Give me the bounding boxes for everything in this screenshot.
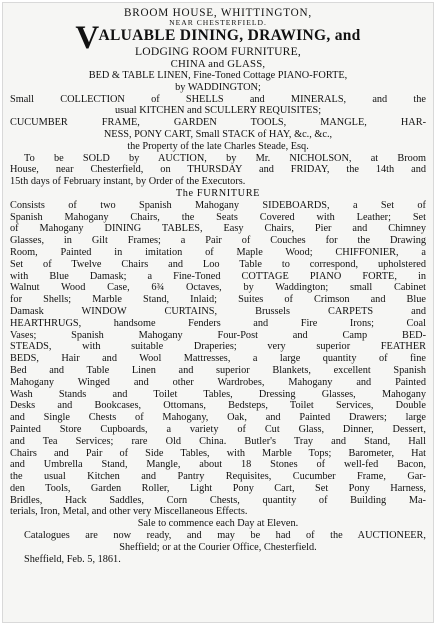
text-line: House, near Chesterfield, on THURSDAY and FRIDAY, the 14th and <box>10 164 426 176</box>
text-line: Small COLLECTION of SHELLS and MINERALS, and the <box>10 93 426 105</box>
text-line: and Umbrella Stand, Mangle, about 18 Stones of well-fed Bacon, <box>10 459 426 471</box>
text-line: HEARTHRUGS, handsome Fenders and Fire Irons; Coal <box>10 317 426 329</box>
text-line: Walnut Wood Case, 6¾ Octaves, by Waddington; small Cabinet <box>10 282 426 294</box>
text-line: by WADDINGTON; <box>175 81 261 93</box>
near-line: NEAR CHESTERFIELD. <box>169 18 267 27</box>
subtitle-2: CHINA and GLASS, <box>170 58 266 70</box>
text-line: Glasses, in Gilt Frames; a Pair of Couches for the Drawing <box>10 235 426 247</box>
text-line: for Shells; Marble Stand, Inlaid; Suites of Crimson and Blue <box>10 294 426 306</box>
text-line: Desks and Bookcases, Ottomans, Bedsteps, Toilet Services, Double <box>10 400 426 412</box>
text-line: NESS, PONY CART, Small STACK of HAY, &c., &c., <box>103 128 333 140</box>
text-line: CUCUMBER FRAME, GARDEN TOOLS, MANGLE, HAR- <box>10 117 426 129</box>
newspaper-advertisement <box>2 2 434 623</box>
text-line: Spanish Mahogany Chairs, the Seats Covered with Leather; Set <box>10 211 426 223</box>
text-line: den Tools, Garden Roller, Light Pony Cart, Set Pony Harness, <box>10 482 426 494</box>
text-line: STEADS, with suitable Draperies; very superior FEATHER <box>10 341 426 353</box>
text-line: terials, Iron, Metal, and other very Miscellaneous Effects. <box>10 506 248 518</box>
text-line: To be SOLD by AUCTION, by Mr. NICHOLSON, at Broom <box>24 152 426 164</box>
text-line: Chairs and Pair of Side Tables, with Marble Tops; Barometer, Hat <box>10 447 426 459</box>
section-heading: The FURNITURE <box>175 187 261 199</box>
location-heading: BROOM HOUSE, WHITTINGTON, <box>123 7 312 19</box>
dateline: Sheffield, Feb. 5, 1861. <box>24 553 121 565</box>
text-line: BED & TABLE LINEN, Fine-Toned Cottage PIANO-FORTE, <box>88 70 348 81</box>
text-line: 15th days of February instant, by Order of the Executors. <box>10 176 246 188</box>
text-line: Catalogues are now ready, and may be had of the AUCTIONEER, <box>24 530 426 542</box>
text-line: Room, Painted in imitation of Maple Wood; CHIFFONIER, a <box>10 246 426 258</box>
text-line: with Blue Damask; a Fine-Toned COTTAGE PIANO FORTE, in <box>10 270 426 282</box>
title-text: ALUABLE DINING, DRAWING, and <box>98 27 361 44</box>
text-line: Wash Stands and Toilet Tables, Dressing Glasses, Mahogany <box>10 388 426 400</box>
text-line: Damask WINDOW CURTAINS, Brussels CARPETS and <box>10 305 426 317</box>
text-line: Painted Store Cupboards, a variety of Cut Glass, Dinner, Dessert, <box>10 423 426 435</box>
text-line: Sheffield; or at the Courier Office, Chesterfield. <box>119 541 317 553</box>
text-line: Vases; Spanish Mahogany Four-Post and Camp BED- <box>10 329 426 341</box>
subtitle: LODGING ROOM FURNITURE, <box>135 45 301 58</box>
text-line: usual KITCHEN and SCULLERY REQUISITES; <box>114 105 322 117</box>
text-line: of Mahogany DINING TABLES, Easy Chairs, Pier and Chimney <box>10 223 426 235</box>
advertisement-column <box>10 7 426 565</box>
text-line: BEDS, Hair and Wool Mattresses, a large quantity of fine <box>10 353 426 365</box>
text-line: the Property of the late Charles Steade, Esq. <box>127 140 309 152</box>
text-line: Sale to commence each Day at Eleven. <box>137 518 299 530</box>
text-line: Bridles, Hack Saddles, Corn Chests, quantity of Building Ma- <box>10 494 426 506</box>
text-line: the usual Kitchen and Pantry Requisites, Cucumber Frame, Gar- <box>10 471 426 483</box>
title-drop-cap: V <box>75 20 100 56</box>
text-line: and Tea Services; rare Old China. Butler's Tray and Stand, Hall <box>10 435 426 447</box>
text-line: Set of Twelve Chairs and Loo Table to correspond, upholstered <box>10 258 426 270</box>
advertisement-body <box>10 70 426 565</box>
text-line: Mahogany Winged and other Wardrobes, Mahogany and Painted <box>10 376 426 388</box>
text-line: Bed and Table Linen and superior Blankets, excellent Spanish <box>10 364 426 376</box>
text-line: Consists of two Spanish Mahogany SIDEBOARDS, a Set of <box>10 199 426 211</box>
text-line: and Single Chests of Mahogany, Oak, and Painted Drawers; large <box>10 412 426 424</box>
